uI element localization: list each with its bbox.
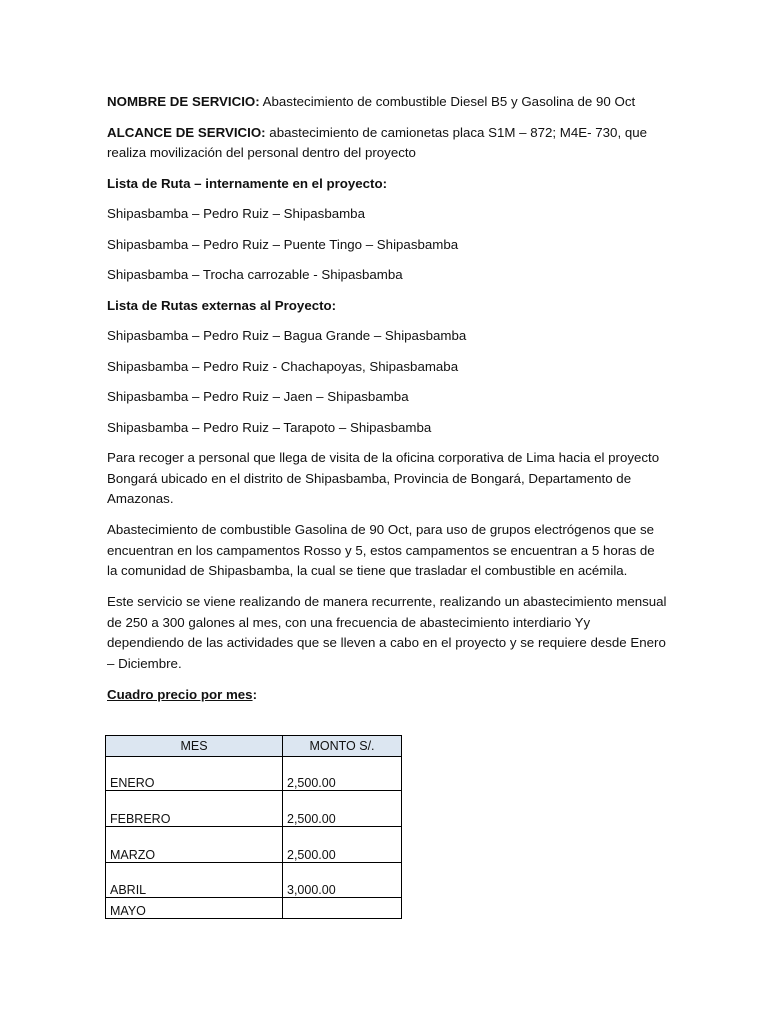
cell-monto: 2,500.00	[283, 791, 402, 827]
internal-route-item: Shipasbamba – Pedro Ruiz – Puente Tingo – Shipasbamba	[107, 236, 459, 252]
table-row	[106, 863, 402, 898]
service-name-line	[107, 92, 667, 113]
recurrence-paragraph: Este servicio se viene realizando de manera recurrente, realizando un abastecimiento mensual de 250 a 300 galones al mes, con una frecuencia de abastecimiento interdiario Yy dependiendo de las actividades que se lleven a cabo en el proyecto y se requiere desde Enero – Diciembre.	[107, 594, 667, 671]
service-name-label: NOMBRE DE SERVICIO:	[107, 94, 260, 109]
cell-mes: MAYO	[106, 898, 283, 919]
cell-mes: ENERO	[106, 757, 283, 791]
price-table-title	[107, 685, 667, 706]
service-scope-line	[107, 123, 667, 164]
gasoline-paragraph: Abastecimiento de combustible Gasolina de 90 Oct, para uso de grupos electrógenos que se encuentran en los campamentos Rosso y 5, estos campamentos se encuentran a 5 horas de la comunidad de Shipasbamba, la cual se tiene que trasladar el combustible en acémila.	[107, 522, 655, 578]
cell-monto: 2,500.00	[283, 827, 402, 863]
visit-paragraph: Para recoger a personal que llega de visita de la oficina corporativa de Lima hacia el proyecto Bongará ubicado en el distrito de Shipasbamba, Provincia de Bongará, Departamento de Amazonas.	[107, 450, 660, 506]
document-body	[107, 92, 667, 716]
price-table	[105, 735, 402, 919]
column-header-mes: MES	[106, 736, 283, 757]
internal-routes-heading: Lista de Ruta – internamente en el proyecto:	[107, 175, 388, 191]
cell-monto: 2,500.00	[283, 757, 402, 791]
table-row	[106, 757, 402, 791]
internal-route-item: Shipasbamba – Trocha carrozable - Shipasbamba	[107, 267, 403, 282]
external-route-item: Shipasbamba – Pedro Ruiz – Tarapoto – Shipasbamba	[107, 419, 432, 435]
service-scope-label: ALCANCE DE SERVICIO:	[107, 124, 266, 140]
service-name-value: Abastecimiento de combustible Diesel B5 y Gasolina de 90 Oct	[259, 94, 636, 109]
table-row	[106, 827, 402, 863]
price-table-header-row	[106, 736, 402, 757]
table-row	[106, 898, 402, 919]
service-scope-value: abastecimiento de camionetas placa S1M – 872; M4E- 730, que realiza movilización del personal dentro del proyecto	[107, 124, 648, 160]
cell-mes: ABRIL	[106, 863, 283, 898]
table-row	[106, 791, 402, 827]
price-table-title-text: Cuadro precio por mes	[107, 686, 253, 702]
cell-mes: MARZO	[106, 827, 283, 863]
column-header-monto: MONTO S/.	[283, 736, 402, 757]
price-table-title-colon: :	[252, 686, 257, 702]
external-route-item: Shipasbamba – Pedro Ruiz – Bagua Grande – Shipasbamba	[107, 328, 467, 343]
cell-monto	[283, 898, 402, 919]
external-route-item: Shipasbamba – Pedro Ruiz - Chachapoyas, Shipasbamaba	[107, 358, 459, 374]
cell-monto: 3,000.00	[283, 863, 402, 898]
external-routes-heading: Lista de Rutas externas al Proyecto:	[107, 297, 337, 313]
cell-mes: FEBRERO	[106, 791, 283, 827]
internal-route-item: Shipasbamba – Pedro Ruiz – Shipasbamba	[107, 206, 365, 221]
external-route-item: Shipasbamba – Pedro Ruiz – Jaen – Shipasbamba	[107, 389, 409, 404]
